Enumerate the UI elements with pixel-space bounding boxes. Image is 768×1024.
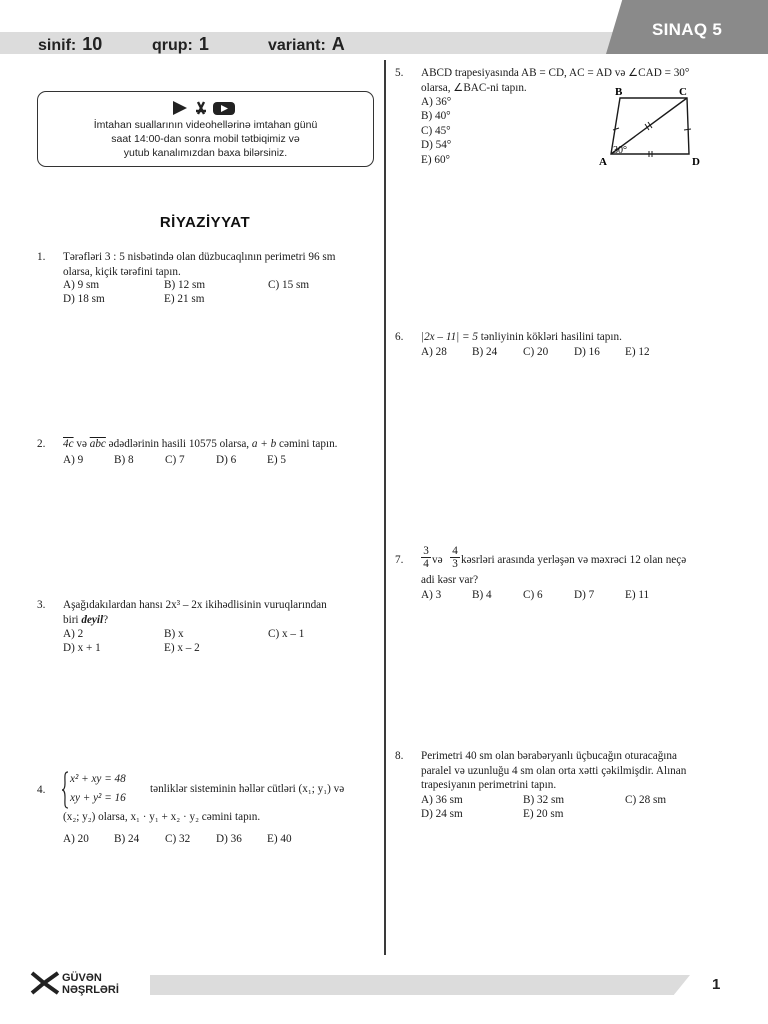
- option-b[interactable]: B) 8: [114, 454, 134, 466]
- question-number: 1.: [37, 251, 46, 263]
- column-divider: [384, 60, 386, 955]
- question-8: 8. Perimetri 40 sm olan bərabəryanlı üçbucağın oturacağına paralel və uzunluğu 4 sm olan orta xətti çəkilmişdir. Alınan trapesiyanın perimetrini tapın. A) 36 sm B) 32 sm C) 28 sm D) 24 sm E) 20 sm: [395, 750, 687, 820]
- question-1: 1. Tərəfləri 3 : 5 nisbətində olan düzbucaqlının perimetri 96 sm olarsa, kiçik tərəfini tapın. A) 9 sm B) 12 sm C) 15 sm D) 18 sm E) 21 sm: [37, 251, 336, 305]
- publisher-logo-icon: [30, 970, 60, 996]
- subject-title: RİYAZİYYAT: [159, 214, 251, 231]
- question-3: 3. Aşağıdakılardan hansı 2x³ – 2x ikihədlisinin vuruqlarından biri deyil? A) 2 B) x C) x – 1 D) x + 1 E) x – 2: [37, 599, 327, 654]
- option-b[interactable]: B) 24: [114, 833, 140, 845]
- option-a[interactable]: A) 3: [421, 589, 442, 601]
- option-d[interactable]: D) 54°: [421, 139, 452, 151]
- option-c[interactable]: C) x – 1: [268, 628, 305, 640]
- publisher-name: GÜVƏN NƏŞRLƏRİ: [62, 972, 119, 996]
- question-4: 4. x² + xy = 48 xy + y² = 16 tənliklər sisteminin həllər cütləri (x₁; y₁) və (x₂; y₂) olarsa, x₁ · y₁ + x₂ · y₂ cəmini tapın. A) 20 B) 24 C) 32 D) 36 E) 40: [37, 773, 345, 845]
- option-c[interactable]: C) 20: [523, 346, 549, 358]
- option-b[interactable]: B) x: [164, 628, 184, 640]
- exam-title: SINAQ 5: [652, 20, 723, 39]
- option-e[interactable]: E) 11: [625, 589, 650, 601]
- option-d[interactable]: D) 16: [574, 346, 600, 358]
- option-c[interactable]: C) 7: [165, 454, 185, 466]
- question-number: 4.: [37, 784, 46, 796]
- option-e[interactable]: E) 5: [267, 454, 286, 466]
- question-6: 6. |2x – 11| = 5 tənliyinin kökləri hasilini tapın. A) 28 B) 24 C) 20 D) 16 E) 12: [395, 331, 650, 358]
- option-c[interactable]: C) 28 sm: [625, 794, 667, 806]
- option-a[interactable]: A) 36 sm: [421, 794, 463, 806]
- video-info-box: [37, 91, 374, 167]
- vertex-b-label: B: [615, 88, 623, 98]
- option-e[interactable]: E) 40: [267, 833, 292, 845]
- question-number: 3.: [37, 599, 46, 611]
- variant-field: variant: A: [268, 34, 345, 54]
- youtube-icon[interactable]: [213, 102, 235, 115]
- question-5: 5. ABCD trapesiyasında AB = CD, AC = AD və ∠CAD = 30° olarsa, ∠BAC-ni tapın. A) 36° B) 40° C) 45° D) 54° E) 60° B C A D 30°: [395, 66, 740, 174]
- question-number: 8.: [395, 750, 404, 762]
- angle-label: 30°: [613, 145, 627, 156]
- option-a[interactable]: A) 2: [63, 628, 84, 640]
- group-field: qrup: 1: [152, 34, 209, 54]
- question-2: 2. 4c və $\overline{abc}$ ədədlərinin hasili 10575 olarsa, a + b cəmini tapın. A) 9 B) 8 C) 7 D) 6 E) 5: [37, 438, 338, 466]
- option-a[interactable]: A) 9: [63, 454, 84, 466]
- option-b[interactable]: B) 40°: [421, 110, 451, 122]
- vertex-c-label: C: [679, 88, 687, 98]
- option-c[interactable]: C) 45°: [421, 125, 451, 137]
- option-d[interactable]: D) 24 sm: [421, 808, 463, 820]
- option-a[interactable]: A) 9 sm: [63, 279, 100, 291]
- option-e[interactable]: E) 21 sm: [164, 293, 205, 305]
- question-number: 6.: [395, 331, 404, 343]
- question-number: 7.: [395, 554, 404, 566]
- footer-bar: [150, 975, 690, 995]
- fraction-4-3: 4 3: [450, 545, 460, 570]
- option-d[interactable]: D) 7: [574, 589, 595, 601]
- option-b[interactable]: B) 4: [472, 589, 492, 601]
- question-number: 5.: [395, 67, 404, 79]
- trapezoid-figure: [595, 88, 715, 168]
- question-number: 2.: [37, 438, 46, 450]
- vertex-a-label: A: [599, 156, 607, 168]
- option-e[interactable]: E) 12: [625, 346, 650, 358]
- option-c[interactable]: C) 32: [165, 833, 191, 845]
- option-e[interactable]: E) 20 sm: [523, 808, 564, 820]
- fraction-3-4: 3 4: [421, 545, 431, 570]
- page-number: 1: [712, 976, 721, 993]
- option-e[interactable]: E) 60°: [421, 154, 451, 166]
- option-b[interactable]: B) 24: [472, 346, 498, 358]
- info-text: İmtahan suallarının videohellərinə imtahan günü saat 14:00-dan sonra mobil tətbiqimiz və yutub kanalımızdan baxa bilərsiniz.: [93, 119, 318, 159]
- option-d[interactable]: D) x + 1: [63, 642, 101, 654]
- app-icons: [38, 100, 373, 116]
- system-brace: [61, 771, 69, 809]
- option-d[interactable]: D) 36: [216, 833, 242, 845]
- option-a[interactable]: A) 36°: [421, 96, 452, 108]
- option-b[interactable]: B) 12 sm: [164, 279, 206, 291]
- option-b[interactable]: B) 32 sm: [523, 794, 565, 806]
- option-c[interactable]: C) 6: [523, 589, 543, 601]
- question-7: 7. 3 4 və 4 3 kəsrləri arasında yerləşən və məxrəci 12 olan neçə adi kəsr var? A) 3 B) 4 C) 6 D) 7 E) 11: [395, 545, 687, 601]
- option-a[interactable]: A) 20: [63, 833, 89, 845]
- vertex-d-label: D: [692, 156, 700, 168]
- play-store-icon[interactable]: [173, 101, 187, 115]
- app-store-icon[interactable]: [196, 102, 206, 114]
- option-c[interactable]: C) 15 sm: [268, 279, 310, 291]
- option-d[interactable]: D) 18 sm: [63, 293, 105, 305]
- option-d[interactable]: D) 6: [216, 454, 237, 466]
- class-field: sinif: 10: [38, 34, 103, 54]
- option-e[interactable]: E) x – 2: [164, 642, 200, 654]
- option-a[interactable]: A) 28: [421, 346, 447, 358]
